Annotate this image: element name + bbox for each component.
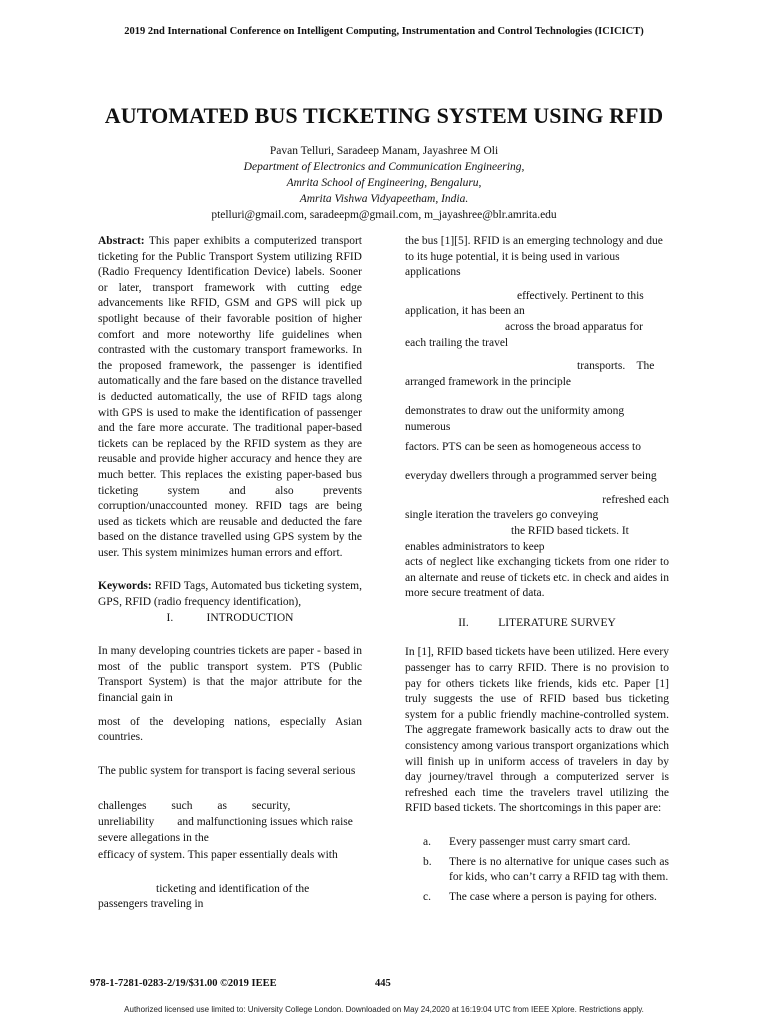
- body-paragraph: application, it has been an: [405, 305, 525, 318]
- intro-paragraph: The public system for transport is facing several serious: [98, 764, 356, 777]
- list-item: [405, 855, 669, 886]
- paper-title: AUTOMATED BUS TICKETING SYSTEM USING RFID: [104, 103, 664, 128]
- body-paragraph: everyday dwellers through a programmed server being: [405, 470, 657, 483]
- list-marker: c.: [423, 890, 431, 903]
- intro-paragraph: challenges such as security,: [98, 800, 291, 813]
- body-paragraph: the bus [1][5]. RFID is an emerging technology and due to its huge potential, it is being used in various applications: [405, 235, 663, 279]
- author-names: Pavan Telluri, Saradeep Manam, Jayashree M Oli: [269, 145, 499, 157]
- license-notice: Authorized licensed use limited to: University College London. Downloaded on May 24,2020 at 16:19:04 UTC from IEEE Xplore. Restrictions apply.: [124, 1005, 644, 1014]
- section-number: I.: [166, 611, 174, 624]
- intro-paragraph: unreliability and malfunctioning issues which raise severe allegations in the: [98, 816, 356, 844]
- isbn-copyright: 978-1-7281-0283-2/19/$31.00 ©2019 IEEE: [90, 978, 277, 989]
- left-column: [98, 234, 362, 913]
- body-paragraph: single iteration the travelers go conveying: [405, 509, 599, 522]
- list-item-text: The case where a person is paying for others.: [449, 890, 657, 903]
- body-paragraph: demonstrates to draw out the uniformity among numerous: [405, 405, 625, 433]
- body-paragraph: enables administrators to keep: [405, 540, 545, 553]
- body-paragraph: each trailing the travel: [405, 336, 509, 349]
- author-emails: ptelluri@gmail.com, saradeepm@gmail.com, m_jayashree@blr.amrita.edu: [211, 209, 557, 221]
- intro-paragraph: In many developing countries tickets are paper - based in most of the public transport system. PTS (Public Transport System) is that the major attribute for the financial gain in: [98, 645, 362, 705]
- keywords: [98, 579, 362, 610]
- section-title: INTRODUCTION: [206, 611, 294, 624]
- author-block: [0, 143, 768, 223]
- list-marker: b.: [423, 855, 432, 868]
- intro-paragraph: passengers traveling in: [98, 898, 204, 911]
- affiliation-school: Amrita School of Engineering, Bengaluru,: [286, 177, 482, 189]
- page-number: 445: [375, 978, 391, 989]
- section-number: II.: [458, 616, 469, 629]
- affiliation-university: Amrita Vishwa Vidyapeetham, India.: [299, 193, 469, 205]
- conference-header: 2019 2nd International Conference on Intelligent Computing, Instrumentation and Control Technologies (ICICICT): [124, 26, 644, 37]
- affiliation-department: Department of Electronics and Communication Engineering,: [243, 161, 525, 173]
- shortcomings-list: [405, 835, 669, 905]
- body-paragraph: across the broad apparatus for: [505, 320, 643, 333]
- section-heading-introduction: [98, 611, 362, 627]
- intro-paragraph: efficacy of system. This paper essentially deals with: [98, 849, 338, 862]
- body-paragraph: factors. PTS can be seen as homogeneous access to: [405, 440, 641, 453]
- literature-paragraph: In [1], RFID based tickets have been utilized. Here every passenger has to carry RFID. There is no provision to pay for others tickets like friends, kids etc. Paper [1] truly suggests the use of RFID based bus ticketing system for a public friendly machine-controlled system. The aggregate framework basically acts to draw out the consistency among various transport organizations which will finish up in uniform access of travelers in day by day journey/travel through a computerized server is refreshed each time the travelers travel utilizing the RFID based tickets. The shortcomings in this paper are:: [405, 646, 669, 815]
- body-paragraph: refreshed each: [602, 493, 669, 506]
- list-item-text: There is no alternative for unique cases such as for kids, who can’t carry a RFID tag with them.: [449, 855, 669, 884]
- list-item: [405, 890, 669, 906]
- section-title: LITERATURE SURVEY: [498, 616, 616, 629]
- section-heading-literature-survey: [405, 616, 669, 632]
- body-paragraph: the RFID based tickets. It: [511, 524, 629, 537]
- list-item: [405, 835, 669, 851]
- keywords-text: RFID Tags, Automated bus ticketing system, GPS, RFID (radio frequency identification),: [98, 580, 363, 609]
- intro-paragraph: ticketing and identification of the: [156, 882, 310, 895]
- keywords-label: Keywords:: [98, 580, 152, 593]
- body-paragraph: acts of neglect like exchanging tickets from one rider to an alternate and reuse of tickets etc. in check and aides in more secure treatment of data.: [405, 556, 669, 600]
- right-column: [405, 234, 669, 909]
- list-item-text: Every passenger must carry smart card.: [449, 836, 631, 848]
- body-paragraph: effectively. Pertinent to this: [517, 289, 644, 302]
- body-paragraph: transports. The: [577, 360, 655, 373]
- list-marker: a.: [423, 836, 431, 848]
- abstract-text: This paper exhibits a computerized transport ticketing for the Public Transport System utilizing RFID (Radio Frequency Identification Device) labels. Sooner or later, transport framework with cutting edge advancements like RFID, GSM and GPS will pick up spotlight because of their favorable position of higher comfort and more noteworthy life guidelines when contrasted with the customary transport frameworks. In the proposed framework, the passenger is identified automatically and the fare based on the distance travelled is deducted automatically, the use of RFID tags along with GPS is used to make the identification of passenger and the fare more accurate. The traditional paper-based tickets can be replaced by the RFID system as they are reusable and provide higher accuracy and hence they are much better. This replaces the existing paper-based bus ticketing system and also prevents corruption/unaccounted money. RFID tags are being used as tickets which are reusable and deducted the fare based on the distance travelled using GPS system by the user. This system minimizes human errors and effort.: [98, 235, 362, 559]
- abstract-label: Abstract:: [98, 235, 145, 247]
- body-paragraph: arranged framework in the principle: [405, 375, 572, 388]
- intro-paragraph: most of the developing nations, especially Asian countries.: [98, 715, 362, 744]
- abstract: [98, 234, 362, 561]
